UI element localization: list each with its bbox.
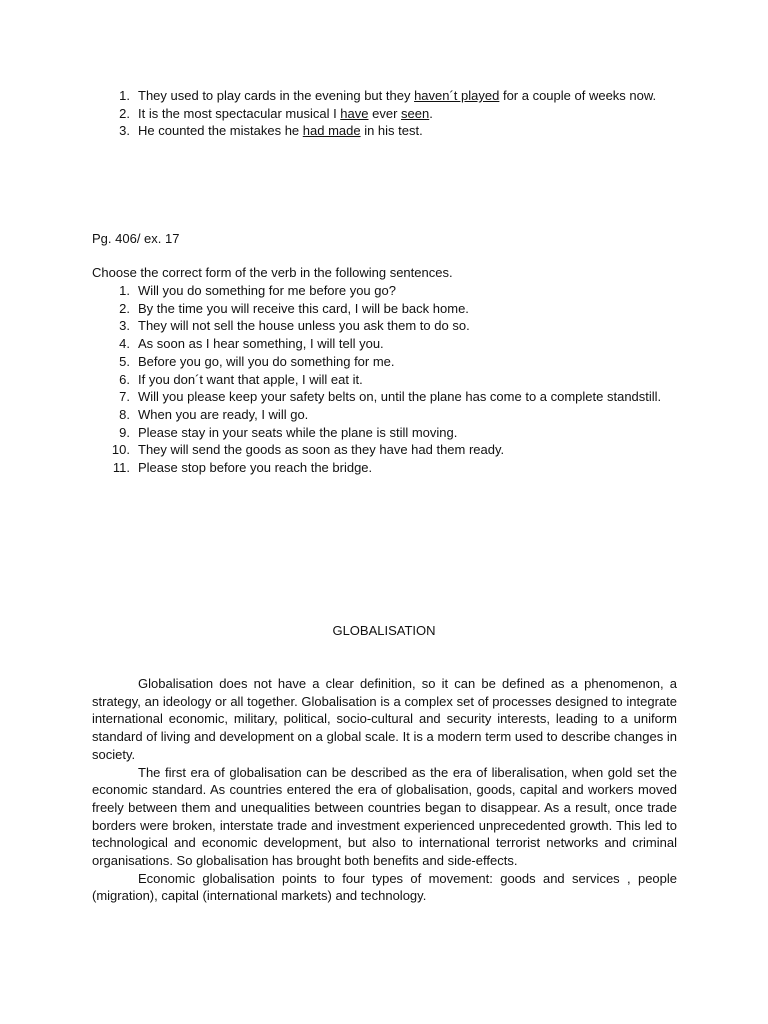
list-item-text: for a couple of weeks now.	[499, 88, 657, 103]
list-item-number: 5.	[119, 353, 130, 369]
list-item-text: If you don´t want that apple, I will eat it.	[138, 371, 363, 387]
list-item	[108, 459, 683, 477]
essay-title: GLOBALISATION	[332, 623, 436, 638]
essay-paragraph: Globalisation does not have a clear definition, so it can be defined as a phenomenon, a strategy, an ideology or all together. Globalisation is a complex set of processes designed to integrate international economic, military, political, socio-cultural and security interests, leading to a uniform standard of living and development on a global scale. It is a modern term used to describe changes in society.	[92, 676, 677, 762]
list-item	[108, 300, 683, 318]
essay-paragraph: The first era of globalisation can be described as the era of liberalisation, when gold set the economic standard. As countries entered the era of globalisation, goods, capital and workers moved freely between them and unequalities between countries began to disappear. As a result, once trade borders were broken, interstate trade and investment experienced unprecedented growth. This led to technological and economic development, but also to international terrorist networks and criminal organisations. So globalisation has brought both benefits and side-effects.	[92, 764, 677, 869]
list-item-text: Will you do something for me before you go?	[138, 283, 396, 298]
essay-paragraph: Economic globalisation points to four types of movement: goods and services , people (migration), capital (international markets) and technology.	[92, 870, 677, 904]
essay-body	[92, 675, 677, 905]
list-item-number: 10.	[111, 442, 130, 458]
list-item	[108, 441, 683, 459]
list-item-text: He counted the mistakes he	[138, 123, 303, 139]
list-item-text: .	[429, 105, 433, 121]
list-item	[108, 406, 683, 424]
underlined-verb: have	[340, 105, 369, 121]
list-item	[108, 122, 683, 140]
list-item-number: 3.	[119, 318, 130, 334]
list-item-text: Please stop before you reach the bridge.	[138, 460, 373, 476]
list-item	[108, 87, 683, 105]
list-item-text: They will send the goods as soon as they have had them ready.	[138, 442, 505, 458]
list-item-text: When you are ready, I will go.	[138, 406, 309, 422]
list-item-number: 2.	[119, 300, 130, 316]
list-item	[108, 317, 683, 335]
list-item-text: in his test.	[360, 123, 423, 139]
list-item-text: By the time you will receive this card, I will be back home.	[138, 300, 469, 316]
list-item-number: 1.	[119, 283, 130, 298]
list-item-text: It is the most spectacular musical I	[138, 105, 341, 121]
list-item-number: 6.	[119, 371, 130, 387]
exercise-sentence-list	[108, 282, 683, 477]
list-item-text: ever	[368, 105, 402, 121]
exercise-instruction: Choose the correct form of the verb in the following sentences.	[92, 265, 453, 280]
list-item-number: 7.	[119, 389, 130, 405]
list-item-text: Please stay in your seats while the plane is still moving.	[138, 424, 458, 440]
list-item	[108, 424, 683, 442]
list-item-number: 8.	[119, 406, 130, 422]
exercise-reference: Pg. 406/ ex. 17	[92, 231, 180, 246]
list-item-text: They used to play cards in the evening but they	[138, 88, 415, 103]
list-item	[108, 353, 683, 371]
list-item-number: 2.	[119, 105, 130, 121]
list-item	[108, 335, 683, 353]
list-item	[108, 282, 683, 300]
list-item-number: 11.	[112, 460, 130, 476]
tense-examples-list	[108, 87, 683, 140]
list-item-number: 4.	[119, 336, 130, 352]
list-item-number: 9.	[119, 424, 130, 440]
list-item-text: Before you go, will you do something for me.	[138, 353, 395, 369]
list-item-text: As soon as I hear something, I will tell you.	[138, 336, 384, 352]
list-item	[108, 105, 683, 123]
list-item-text: They will not sell the house unless you ask them to do so.	[138, 318, 470, 334]
underlined-verb: haven´t played	[414, 88, 500, 103]
list-item-number: 1.	[119, 88, 130, 103]
list-item	[108, 371, 683, 389]
list-item	[108, 388, 683, 406]
underlined-verb: seen	[401, 105, 430, 121]
list-item-text: Will you please keep your safety belts on, until the plane has come to a complete standstill.	[138, 389, 662, 405]
list-item-number: 3.	[119, 123, 130, 139]
underlined-verb: had made	[302, 123, 361, 139]
